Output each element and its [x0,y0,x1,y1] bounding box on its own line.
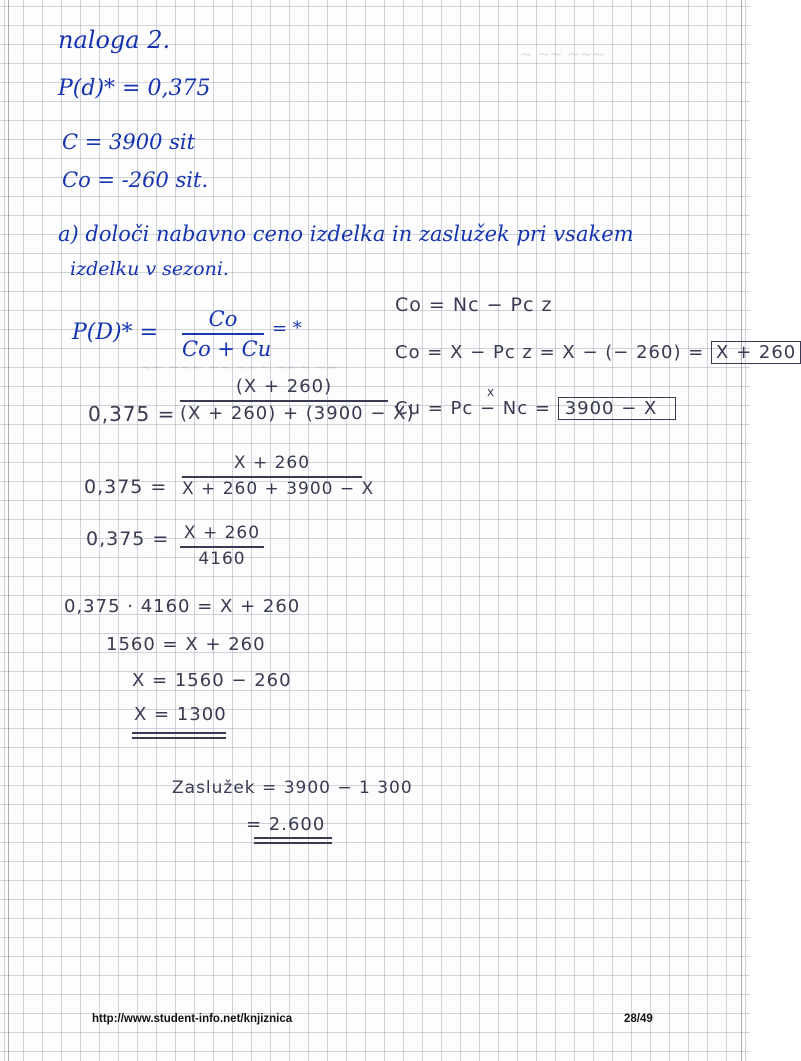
co-definition: Co = Nc − Pc z [395,294,553,316]
step1-denominator: (X + 260) + (3900 − X) [180,402,415,424]
task-statement-line-1: a) določi nabavno ceno izdelka in zaslužek pri vsakem [58,222,634,246]
cu-derivation-text: Cu = Pc − Nc = [395,398,551,419]
fraction-bar [182,333,264,335]
step7-result: X = 1300 [134,704,227,725]
co-derivation [395,344,801,362]
footer-url: http://www.student-info.net/knjiznica [92,1013,293,1025]
price-c-given: C = 3900 sit [62,130,196,154]
step2-lhs: 0,375 = [84,476,168,498]
profit-underline [254,842,332,844]
cu-derivation [395,400,676,418]
fraction-bar [182,476,362,478]
formula-numerator: Co [208,307,238,331]
formula-lhs: P(D)* = [72,320,159,345]
step3-denominator: 4160 [198,548,246,569]
formula-fraction [182,307,272,362]
step2-denominator: X + 260 + 3900 − X [182,478,375,499]
step3-numerator: X + 260 [183,523,261,543]
left-margin-line [8,0,9,1061]
cu-result-box: 3900 − X [558,397,677,420]
step1-lhs: 0,375 = [88,402,176,426]
profit-underline [254,837,332,839]
result-underline [132,737,226,739]
task-title: naloga 2. [58,26,171,54]
formula-denominator: Co + Cu [182,337,272,362]
cu-x-mark: x [487,385,496,399]
step2-numerator: X + 260 [233,453,311,473]
step3-fraction [180,525,264,569]
right-margin-line [741,0,742,1061]
result-underline [132,732,226,734]
co-derivation-text: Co = X − Pc z = X − (− 260) = [395,342,705,363]
task-statement-line-2: izdelku v sezoni. [70,258,229,280]
step2-fraction [182,453,375,499]
show-through-smudge: ~ ~~ ~~~ [520,45,605,63]
co-result-box: X + 260 [711,341,801,364]
step4: 0,375 · 4160 = X + 260 [64,596,301,617]
probability-given: P(d)* = 0,375 [58,76,211,101]
fraction-bar [180,400,388,402]
step3-lhs: 0,375 = [86,528,170,550]
step5: 1560 = X + 260 [106,634,266,655]
cost-co-given: Co = -260 sit. [62,168,209,192]
fraction-bar [180,546,264,548]
step1-numerator: (X + 260) [235,376,333,397]
footer-page-number: 28/49 [624,1013,653,1025]
profit-expression: Zaslužek = 3900 − 1 300 [172,778,413,798]
formula-tail: = * [272,318,302,339]
show-through-smudge: ~~ ~~~ ~~ ~~~ ~~~ ~~ [140,360,339,376]
step1-fraction [180,376,415,424]
step6: X = 1560 − 260 [132,670,292,691]
profit-result: = 2.600 [246,814,326,835]
